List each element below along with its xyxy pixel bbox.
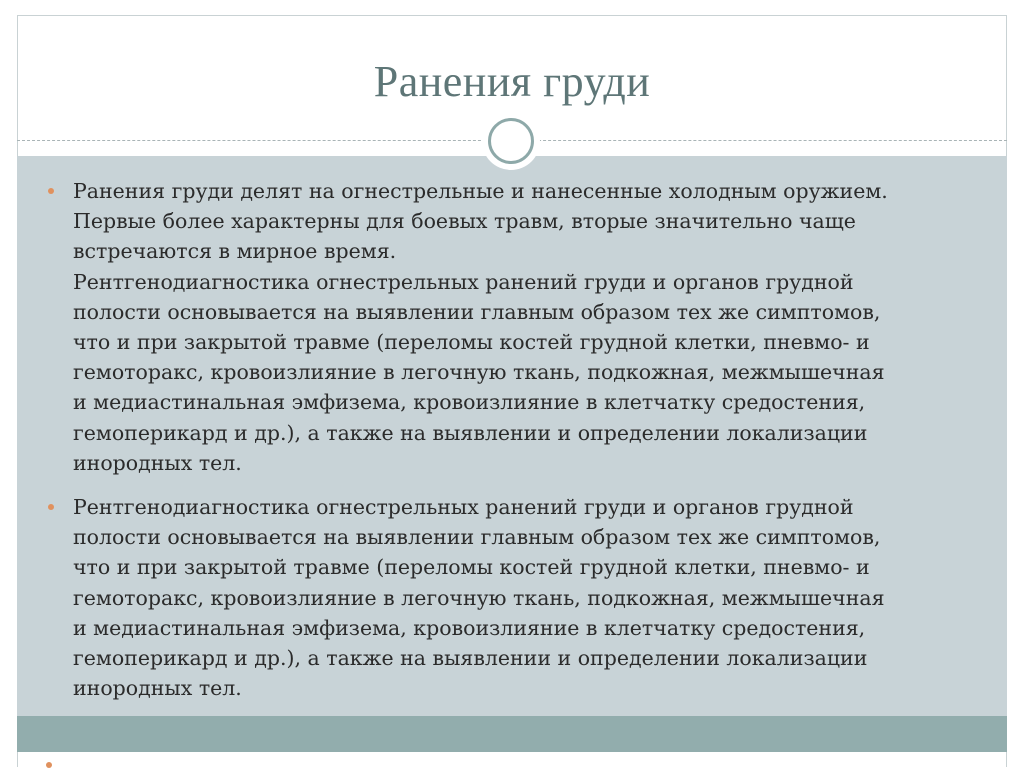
- text-line: Первые более характерны для боевых травм, вторые значительно чаще: [73, 209, 856, 234]
- bullet-text: [73, 492, 978, 703]
- bullet-item: [48, 492, 978, 703]
- text-line: Ранения груди делят на огнестрельные и нанесенные холодным оружием.: [73, 179, 888, 203]
- text-line: гемоторакс, кровоизлияние в легочную ткань, подкожная, межмышечная: [73, 360, 885, 385]
- text-line: Рентгенодиагностика огнестрельных ранений груди и органов грудной: [73, 495, 854, 520]
- bullet-dot-icon: [46, 762, 52, 768]
- ring-shape: [488, 118, 534, 164]
- text-line: встречаются в мирное время.: [73, 239, 397, 264]
- text-line: гемоперикард и др.), а также на выявлении и определении локализации: [73, 646, 868, 671]
- text-line: инородных тел.: [73, 676, 242, 701]
- text-line: полости основывается на выявлении главным образом тех же симптомов,: [73, 525, 881, 550]
- text-line: Рентгенодиагностика огнестрельных ранений груди и органов грудной: [73, 269, 854, 294]
- bullet-item: [48, 176, 978, 478]
- text-line: гемоперикард и др.), а также на выявлении и определении локализации: [73, 420, 868, 445]
- text-line: и медиастинальная эмфизема, кровоизлияние в клетчатку средостения,: [73, 390, 866, 415]
- slide-title: Ранения груди: [373, 56, 651, 106]
- bullet-dot-icon: [48, 504, 54, 510]
- circle-ring-icon: [482, 112, 540, 170]
- text-line: что и при закрытой травме (переломы костей грудной клетки, пневмо- и: [73, 555, 870, 580]
- text-line: инородных тел.: [73, 450, 242, 475]
- text-line: гемоторакс, кровоизлияние в легочную ткань, подкожная, межмышечная: [73, 585, 885, 610]
- bottom-band: [17, 716, 1007, 752]
- text-line: что и при закрытой травме (переломы костей грудной клетки, пневмо- и: [73, 330, 870, 355]
- text-line: и медиастинальная эмфизема, кровоизлияние в клетчатку средостения,: [73, 615, 866, 640]
- bullet-list: [48, 176, 978, 717]
- text-line: полости основывается на выявлении главным образом тех же симптомов,: [73, 299, 881, 324]
- bullet-text: [73, 176, 978, 478]
- bullet-dot-icon: [48, 188, 54, 194]
